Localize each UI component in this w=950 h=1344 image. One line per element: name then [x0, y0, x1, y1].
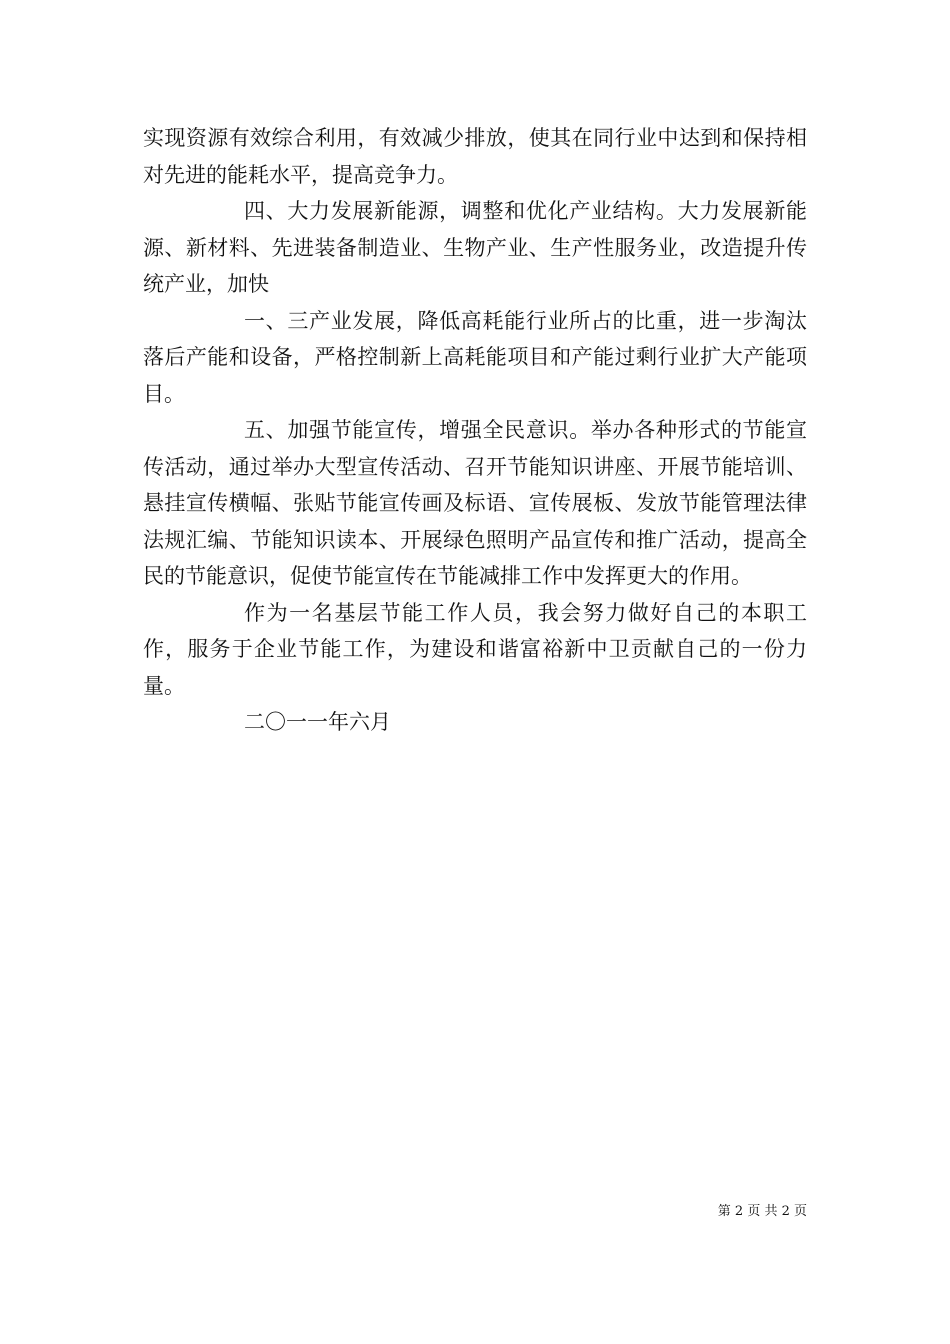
document-body [143, 120, 807, 741]
paragraph-section-five: 五、加强节能宣传，增强全民意识。举办各种形式的节能宣传活动，通过举办大型宣传活动、召开节能知识讲座、开展节能培训、悬挂宣传横幅、张贴节能宣传画及标语、宣传展板、发放节能管理法律法规汇编、节能知识读本、开展绿色照明产品宣传和推广活动，提高全民的节能意识，促使节能宣传在节能减排工作中发挥更大的作用。 [143, 418, 807, 588]
document-date: 二〇一一年六月 [244, 710, 391, 734]
paragraph-section-four: 四、大力发展新能源，调整和优化产业结构。大力发展新能源、新材料、先进装备制造业、生物产业、生产性服务业，改造提升传统产业，加快 [143, 199, 807, 296]
page-number: 第 2 页 共 2 页 [717, 1204, 807, 1219]
page-footer [700, 1203, 807, 1221]
paragraph-closing: 作为一名基层节能工作人员，我会努力做好自己的本职工作，服务于企业节能工作，为建设和谐富裕新中卫贡献自己的一份力量。 [143, 600, 807, 698]
paragraph-industry-development: 一、三产业发展，降低高耗能行业所占的比重，进一步淘汰落后产能和设备，严格控制新上高耗能项目和产能过剩行业扩大产能项目。 [143, 308, 807, 406]
paragraph-continuation: 实现资源有效综合利用，有效减少排放，使其在同行业中达到和保持相对先进的能耗水平，提高竞争力。 [143, 126, 807, 187]
